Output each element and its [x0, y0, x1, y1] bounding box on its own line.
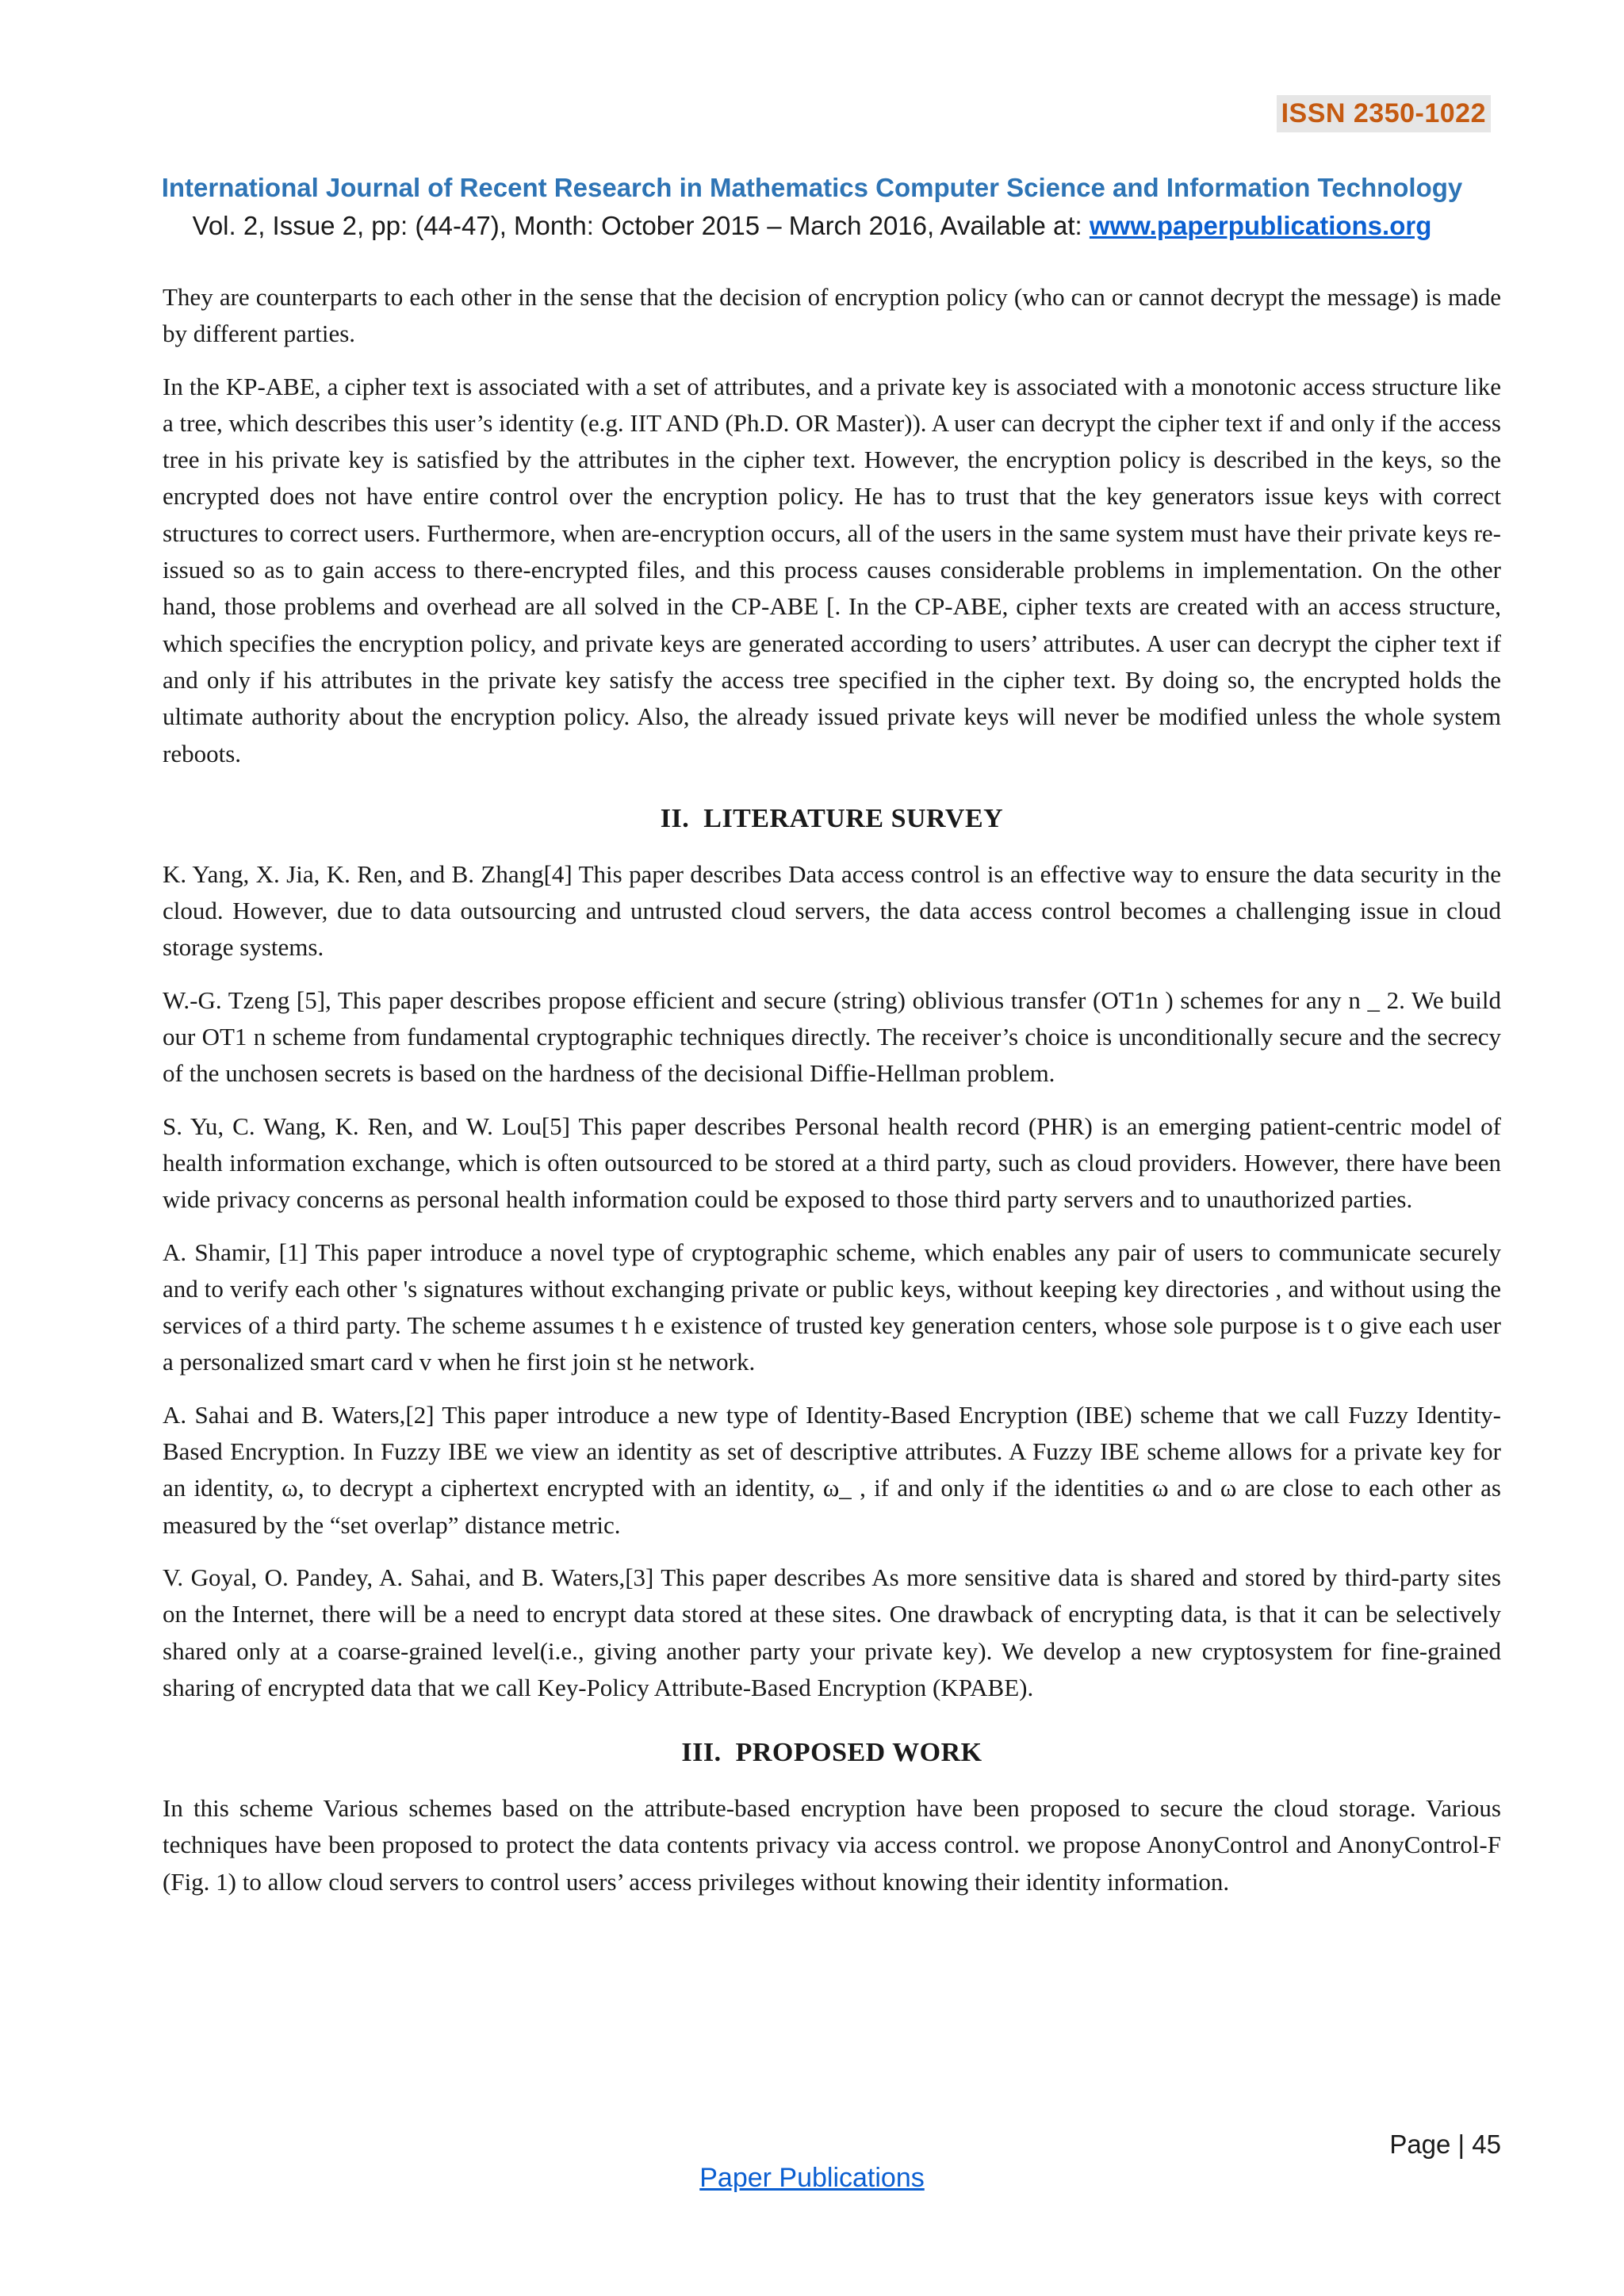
section-number: II. [660, 803, 690, 833]
literature-paragraph: W.-G. Tzeng [5], This paper describes propose efficient and secure (string) oblivious transfer (OT1n ) schemes for any n _ 2. We build our OT1 n scheme from fundamental cryptographic techniques directly. The receiver’s choice is unconditionally secure and the secrecy of the unchosen secrets is based on the hardness of the decisional Diffie-Hellman problem. [163, 985, 1501, 1088]
publisher-link[interactable]: Paper Publications [699, 2163, 925, 2193]
journal-issue-info [0, 211, 1624, 241]
section-title: PROPOSED WORK [735, 1738, 982, 1768]
journal-website-link[interactable]: www.paperpublications.org [1089, 211, 1432, 240]
journal-title: International Journal of Recent Research in Mathematics Computer Science and Information Technology [161, 173, 1463, 202]
article-body [163, 279, 1501, 1916]
page-number: Page | 45 [1389, 2130, 1501, 2159]
footer [0, 2163, 1624, 2194]
intro-paragraph-2: In the KP-ABE, a cipher text is associated with a set of attributes, and a private key is associated with a monotonic access structure like a tree, which describes this user’s identity (e.g. IIT AND (Ph.D. OR Master)). A user can decrypt the cipher text if and only if the access tree in his private key is satisfied by the attributes in the cipher text. However, the encryption policy is described in the keys, so the encrypted does not have entire control over the encryption policy. He has to trust that the key generators issue keys with correct structures to correct users. Furthermore, when are-encryption occurs, all of the users in the same system must have their private keys re-issued so as to gain access to there-encrypted files, and this process causes considerable problems in implementation. On the other hand, those problems and overhead are all solved in the CP-ABE [. In the CP-ABE, cipher texts are created with an access structure, which specifies the encryption policy, and private keys are generated according to users’ attributes. A user can decrypt the cipher text if and only if his attributes in the private key satisfy the access tree specified in the cipher text. By doing so, the encrypted holds the ultimate authority about the encryption policy. Also, the already issued private keys will never be modified unless the whole system reboots. [163, 372, 1501, 767]
section-heading-literature-survey [163, 804, 1501, 834]
intro-paragraph-1: They are counterparts to each other in the sense that the decision of encryption policy (who can or cannot decrypt the message) is made by different parties. [163, 283, 1501, 348]
literature-paragraph: A. Shamir, [1] This paper introduce a novel type of cryptographic scheme, which enables any pair of users to communicate securely and to verify each other 's signatures without exchanging private or public keys, without keeping key directories , and without using the services of a third party. The scheme assumes t h e existence of trusted key generation centers, whose sole purpose is t o give each user a personalized smart card v when he first join st he network. [163, 1238, 1501, 1376]
literature-paragraph: S. Yu, C. Wang, K. Ren, and W. Lou[5] This paper describes Personal health record (PHR) is an emerging patient-centric model of health information exchange, which is often outsourced to be stored at a third party, such as cloud providers. However, there have been wide privacy concerns as personal health information could be exposed to those third party servers and to unauthorized parties. [163, 1112, 1501, 1214]
literature-paragraph: V. Goyal, O. Pandey, A. Sahai, and B. Waters,[3] This paper describes As more sensitive data is shared and stored by third-party sites on the Internet, there will be a need to encrypt data stored at these sites. One drawback of encrypting data, is that it can be selectively shared only at a coarse-grained level(i.e., giving another party your private key). We develop a new cryptosystem for fine-grained sharing of encrypted data that we call Key-Policy Attribute-Based Encryption (KPABE). [163, 1563, 1501, 1701]
section-number: III. [681, 1738, 722, 1768]
issn-badge: ISSN 2350-1022 [1277, 95, 1491, 132]
literature-paragraph: K. Yang, X. Jia, K. Ren, and B. Zhang[4] This paper describes Data access control is an effective way to ensure the data security in the cloud. However, due to data outsourcing and untrusted cloud servers, the data access control becomes a challenging issue in cloud storage systems. [163, 859, 1501, 962]
section-heading-proposed-work [163, 1738, 1501, 1768]
journal-issue-text: Vol. 2, Issue 2, pp: (44-47), Month: October 2015 – March 2016, Available at: [192, 211, 1090, 240]
literature-paragraph: A. Sahai and B. Waters,[2] This paper introduce a new type of Identity-Based Encryption (IBE) scheme that we call Fuzzy Identity-Based Encryption. In Fuzzy IBE we view an identity as set of descriptive attributes. A Fuzzy IBE scheme allows for a private key for an identity, ω, to decrypt a ciphertext encrypted with an identity, ω_ , if and only if the identities ω and ω are close to each other as measured by the “set overlap” distance metric. [163, 1400, 1501, 1539]
section-title: LITERATURE SURVEY [703, 803, 1004, 833]
proposed-work-paragraph: In this scheme Various schemes based on the attribute-based encryption have been proposed to secure the cloud storage. Various techniques have been proposed to protect the data contents privacy via access control. we propose AnonyControl and AnonyControl-F (Fig. 1) to allow cloud servers to control users’ access privileges without knowing their identity information. [163, 1794, 1501, 1896]
